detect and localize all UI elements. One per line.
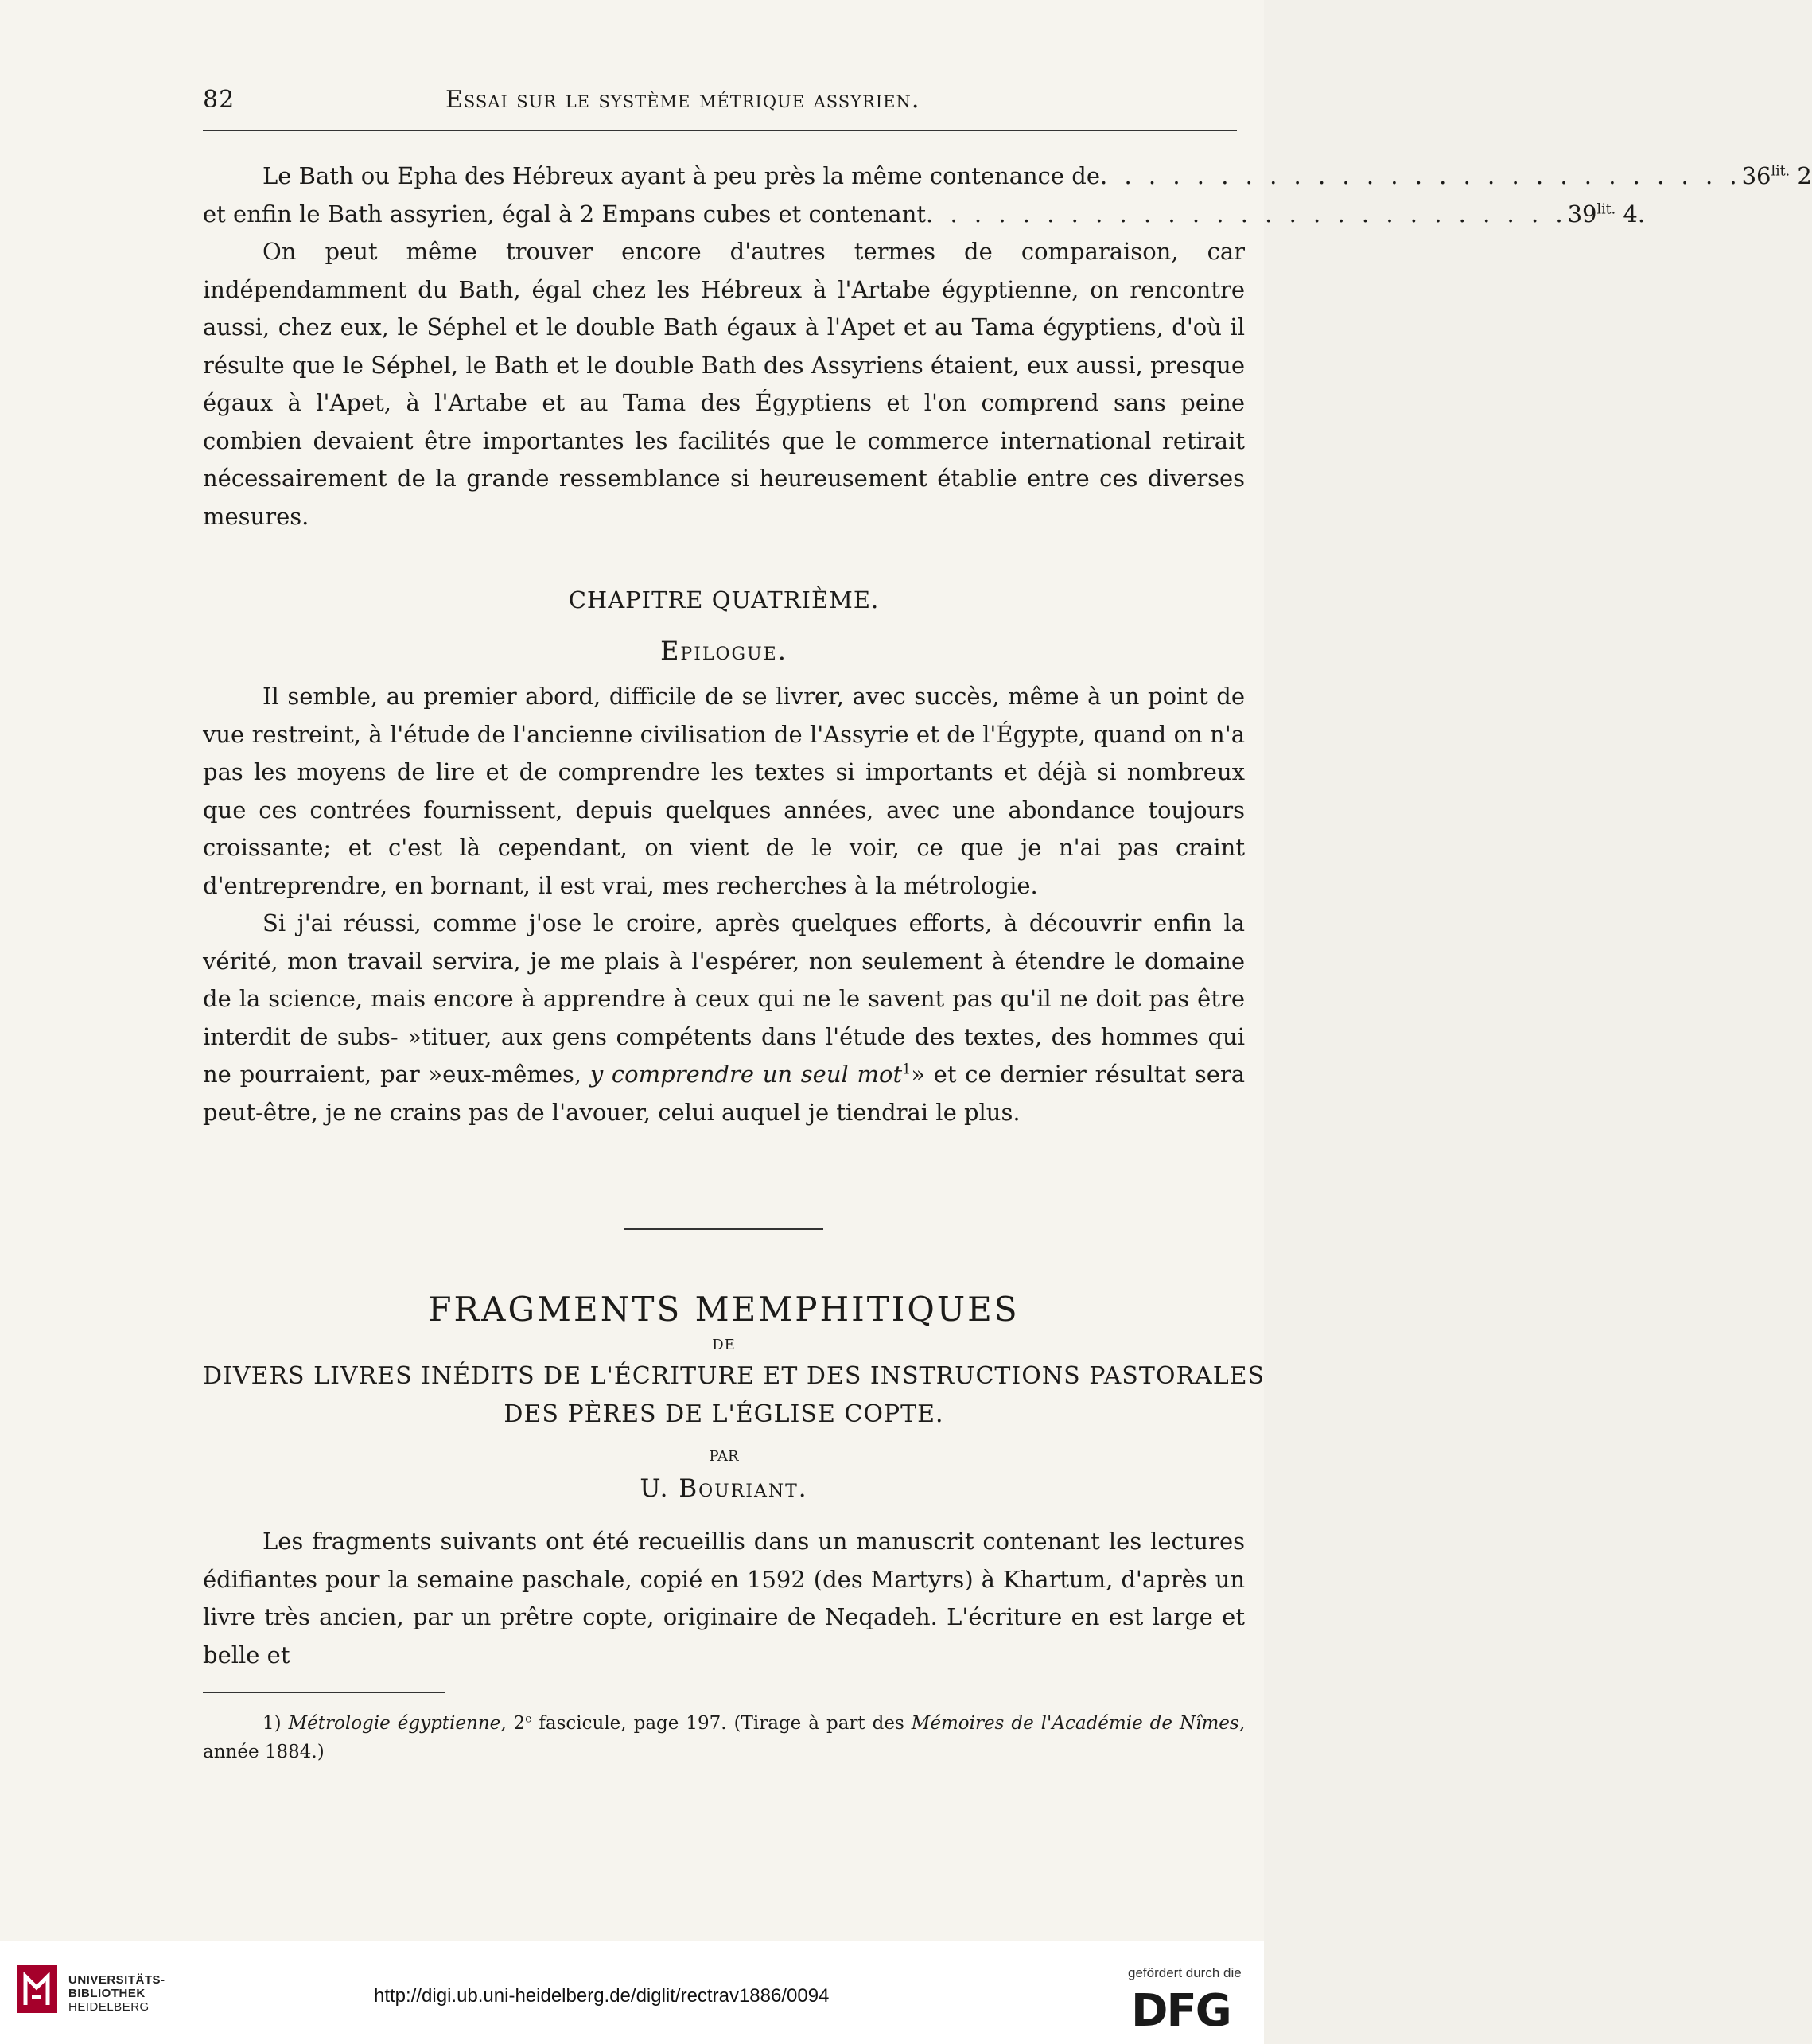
page-header — [203, 86, 1237, 126]
article-subtitle-line-2: DES PÈRES DE L'ÉGLISE COPTE. — [504, 1400, 944, 1428]
page-number: 82 — [203, 86, 235, 114]
article-subtitle-line-1: DIVERS LIVRES INÉDITS DE L'ÉCRITURE ET DES INSTRUCTIONS PASTORALES — [203, 1362, 1266, 1390]
viewer-footer — [0, 1941, 1264, 2044]
paragraph-comparison: On peut même trouver encore d'autres termes de comparaison, car indépendamment du Bath, égal chez les Hébreux à l'Artabe égyptienne, on rencontre aussi, chez eux, le Séphel et le double Bath égaux à l'Apet et au Tama égyptiens, d'où il résulte que le Séphel, le Bath et le double Bath des Assyriens étaient, eux aussi, presque égaux à l'Apet, à l'Artabe et au Tama des Égyptiens et l'on comprend sans peine combien devaient être importantes les facilités que le commerce international retirait nécessairement de la grande ressemblance si heureusement établie entre ces diverses mesures. — [203, 238, 1245, 530]
university-library-name: UNIVERSITÄTS- BIBLIOTHEK HEIDELBERG — [68, 1973, 165, 2014]
permalink-url[interactable]: http://digi.ub.uni-heidelberg.de/diglit/rectrav1886/0094 — [374, 1985, 830, 2007]
university-logo-icon — [17, 1965, 57, 2013]
article-author: U. Bouriant. — [640, 1474, 808, 1503]
page-body — [203, 158, 1812, 1766]
measure-line-1 — [203, 158, 1812, 196]
section-heading-epilogue: Epilogue. — [660, 635, 787, 666]
paragraph-fragments: Les fragments suivants ont été recueillis dans un manuscrit contenant les lectures édifiantes pour la semaine paschale, copié en 1592 (des Martyrs) à Khartum, d'après un livre très ancien, par un prêtre copte, originaire de Neqadeh. L'écriture en est large et belle et — [203, 1528, 1245, 1668]
measure-line-2 — [203, 196, 1646, 234]
italic-quote: y comprendre un seul mot — [589, 1061, 903, 1088]
article-de: DE — [712, 1337, 736, 1353]
footnote-ref: 1 — [902, 1061, 912, 1078]
article-title: FRAGMENTS MEMPHITIQUES — [428, 1290, 1020, 1329]
section-separator — [624, 1228, 823, 1230]
measure-value: $36^{lit.}$ 2 — [1741, 162, 1812, 189]
footnote-rule — [203, 1692, 445, 1693]
funded-by-label: gefördert durch die — [1128, 1965, 1242, 1980]
paragraph-epilogue-2: Si j'ai réussi, comme j'ose le croire, après quelques efforts, à découvrir enfin la vérité, mon travail servira, je me plais à l'espérer, non seulement à étendre le domaine de la science, mais encore à apprendre à ceux qui ne le savent pas qu'il ne doit pas être interdit de subs- »tituer, aux gens compétents dans l'étude des textes, des hommes qui ne pourraient, par »eux-mêmes, y comprendre un seul mot$^1$» et ce dernier résultat sera peut-être, je ne crains pas de l'avouer, celui auquel je tiendrai le plus. — [203, 909, 1246, 1126]
chapter-heading: CHAPITRE QUATRIÈME. — [568, 586, 880, 613]
dfg-logo: DFG — [1131, 1985, 1231, 2037]
article-par: PAR — [709, 1448, 739, 1465]
running-title: Essai sur le système métrique assyrien. — [445, 86, 920, 114]
measure-text: et enfin le Bath assyrien, égal à 2 Empans cubes et contenant — [203, 200, 927, 228]
paragraph-epilogue-1: Il semble, au premier abord, difficile de se livrer, avec succès, même à un point de vue restreint, à l'étude de l'ancienne civilisation de l'Assyrie et de l'Égypte, quand on n'a pas les moyens de lire et de comprendre les textes si importants et déjà si nombreux que ces contrées fournissent, depuis quelques années, avec une abondance toujours croissante; et c'est là cependant, on vient de le voir, ce que je n'ai pas craint d'entreprendre, en bornant, il est vrai, mes recherches à la métrologie. — [203, 683, 1245, 899]
dot-leader: . . . . . . . . . . . . . . . . . . . . . . . . . . . — [1100, 162, 1742, 189]
header-rule — [203, 130, 1237, 131]
footnote: 1) Métrologie égyptienne, 2e fascicule, page 197. (Tirage à part des Mémoires de l'Académie de Nîmes, année 1884.) — [203, 1712, 1246, 1762]
measure-text: Le Bath ou Epha des Hébreux ayant à peu près la même contenance de — [262, 162, 1101, 189]
measure-value: $39^{lit.}$ 4. — [1567, 200, 1646, 228]
dot-leader: . . . . . . . . . . . . . . . . . . . . . . . . . . . — [926, 200, 1568, 228]
